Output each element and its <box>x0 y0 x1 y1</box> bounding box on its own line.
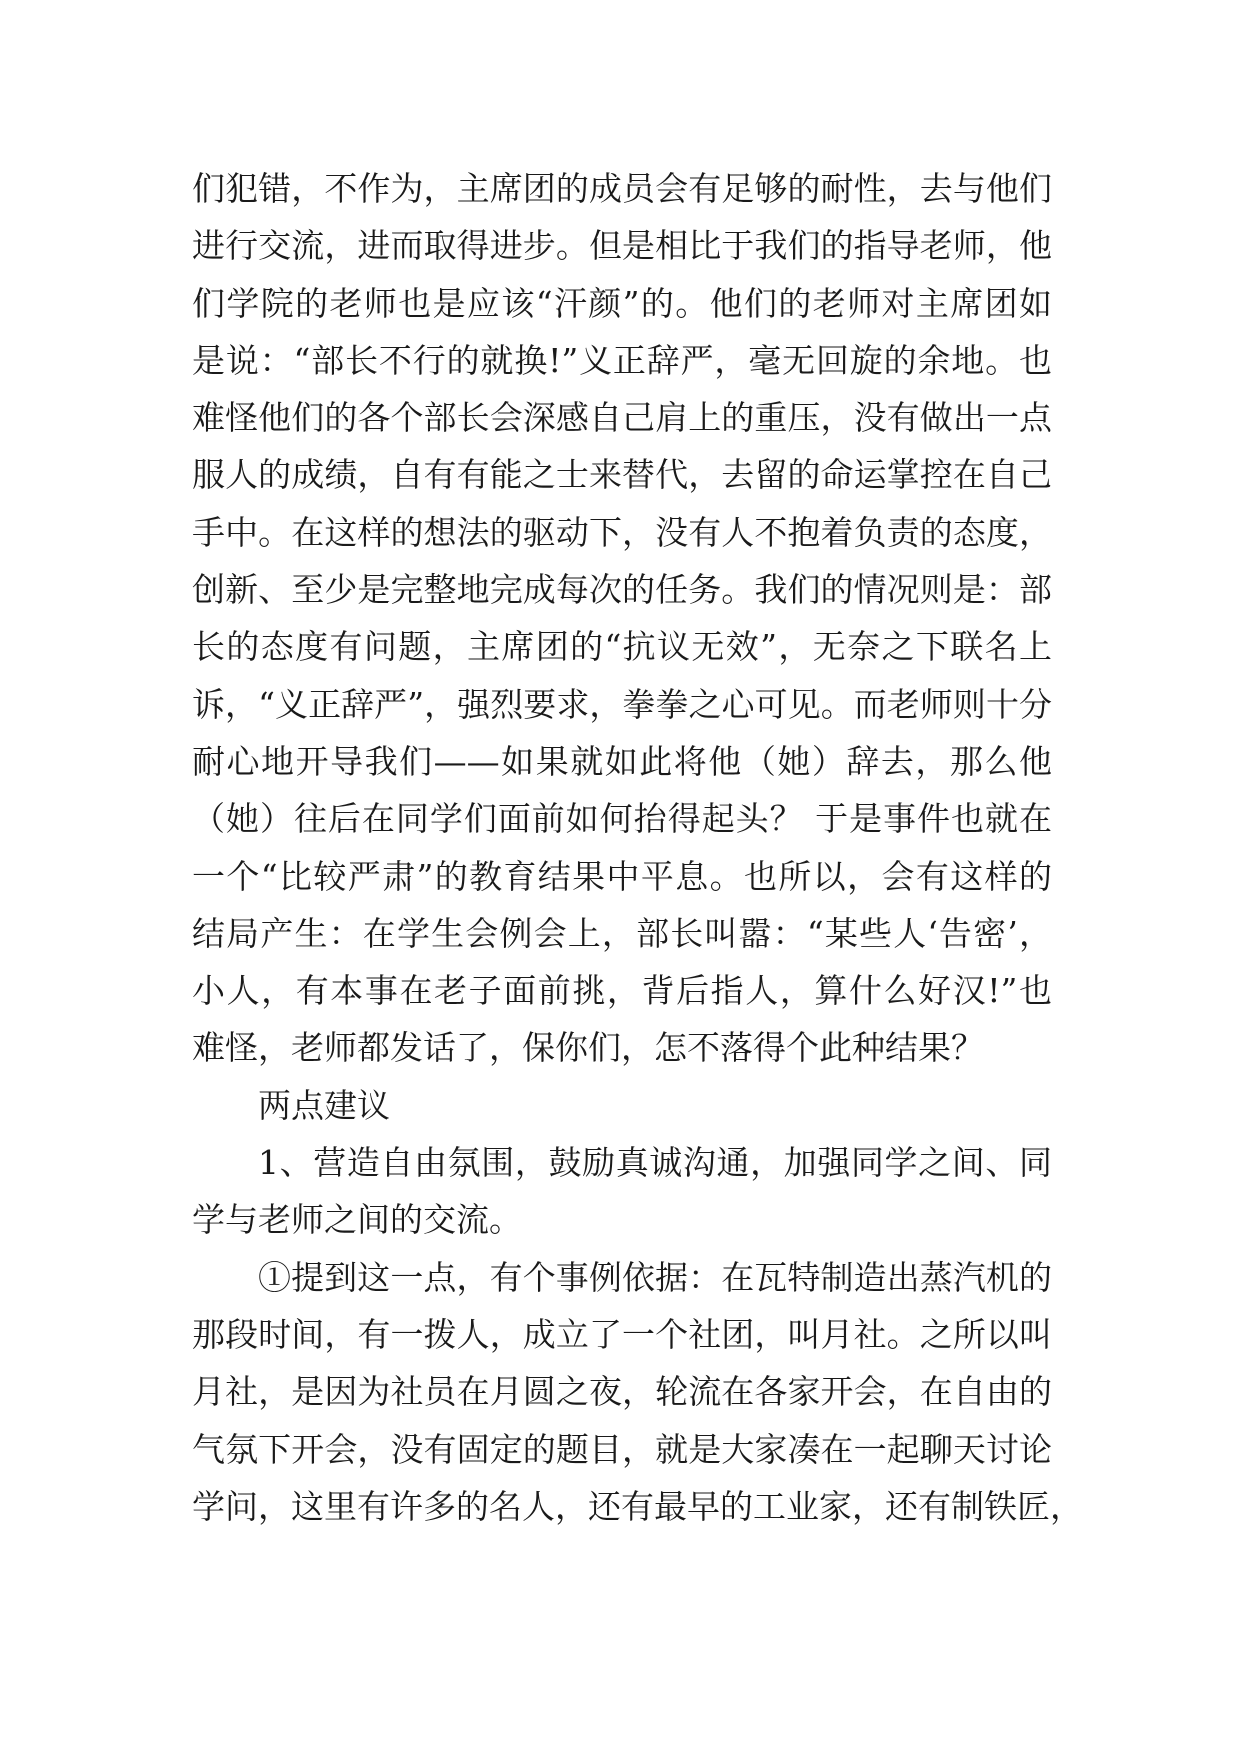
text-line: 创新、至少是完整地完成每次的任务。我们的情况则是：部 <box>192 570 1052 610</box>
text-line: 耐心地开导我们——如果就如此将他（她）辞去，那么他 <box>192 741 1052 781</box>
text-line: 那段时间，有一拨人，成立了一个社团，叫月社。之所以叫 <box>192 1314 1052 1354</box>
text-line: （她）往后在同学们面前如何抬得起头？ 于是事件也就在 <box>192 799 1052 839</box>
text-line: 气氛下开会，没有固定的题目，就是大家凑在一起聊天讨论 <box>192 1429 1052 1469</box>
text-line: 学问，这里有许多的名人，还有最早的工业家，还有制铁匠， <box>192 1486 1083 1526</box>
text-line: 结局产生：在学生会例会上，部长叫嚣：“某些人‘告密’， <box>192 913 1052 953</box>
text-line: 一个“比较严肃”的教育结果中平息。也所以，会有这样的 <box>192 856 1052 896</box>
text-line: 是说：“部长不行的就换!”义正辞严，毫无回旋的余地。也 <box>192 340 1052 380</box>
text-line: 长的态度有问题，主席团的“抗议无效”，无奈之下联名上 <box>192 627 1052 667</box>
numbered-item-heading: 1、营造自由氛围，鼓励真诚沟通，加强同学之间、同 <box>258 1143 1052 1183</box>
text-line: 们犯错，不作为，主席团的成员会有足够的耐性，去与他们 <box>192 169 1052 208</box>
text-line: ①提到这一点，有个事例依据：在瓦特制造出蒸汽机的 <box>258 1257 1052 1297</box>
text-line: 难怪，老师都发话了，保你们，怎不落得个此种结果？ <box>192 1028 984 1068</box>
text-line: 手中。在这样的想法的驱动下，没有人不抱着负责的态度， <box>192 512 1052 552</box>
text-line: 进行交流，进而取得进步。但是相比于我们的指导老师，他 <box>192 226 1052 266</box>
text-line: 难怪他们的各个部长会深感自己肩上的重压，没有做出一点 <box>192 398 1052 438</box>
text-line: 们学院的老师也是应该“汗颜”的。他们的老师对主席团如 <box>192 283 1052 323</box>
text-line: 小人，有本事在老子面前挑，背后指人，算什么好汉!”也 <box>192 971 1052 1011</box>
text-line: 服人的成绩，自有有能之士来替代，去留的命运掌控在自己 <box>192 455 1052 495</box>
text-line: 月社，是因为社员在月圆之夜，轮流在各家开会，在自由的 <box>192 1372 1052 1412</box>
text-line: 学与老师之间的交流。 <box>192 1200 522 1240</box>
section-heading: 两点建议 <box>258 1085 390 1125</box>
document-body <box>192 160 1083 1535</box>
text-line: 诉，“义正辞严”，强烈要求，拳拳之心可见。而老师则十分 <box>192 684 1052 724</box>
